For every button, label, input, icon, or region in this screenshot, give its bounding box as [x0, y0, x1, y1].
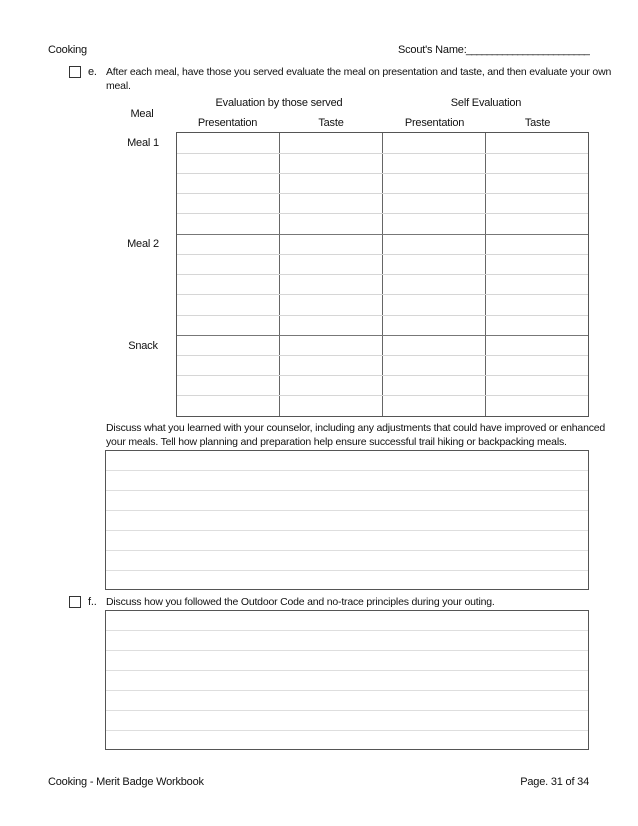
- page-number: Page. 31 of 34: [520, 776, 589, 788]
- footer-title: Cooking - Merit Badge Workbook: [48, 776, 204, 788]
- grid-rule: [177, 315, 588, 316]
- item-e-checkbox[interactable]: [69, 66, 81, 78]
- item-e-answer-box[interactable]: [105, 450, 589, 590]
- item-f-checkbox[interactable]: [69, 596, 81, 608]
- writing-line: [106, 530, 588, 531]
- writing-line: [106, 510, 588, 511]
- page-header-title: Cooking: [48, 44, 87, 56]
- item-f-text: Discuss how you followed the Outdoor Code and no-trace principles during your outing.: [106, 596, 495, 608]
- writing-line: [106, 690, 588, 691]
- grid-rule: [177, 294, 588, 295]
- writing-line: [106, 730, 588, 731]
- writing-line: [106, 470, 588, 471]
- self-evaluation-header: Self Evaluation: [450, 97, 522, 109]
- discuss-text-line2: your meals. Tell how planning and preparation help ensure successful trail hiking or backpacking meals.: [106, 436, 567, 448]
- grid-section-divider: [177, 234, 588, 235]
- grid-rule: [177, 355, 588, 356]
- writing-line: [106, 490, 588, 491]
- grid-rule: [177, 173, 588, 174]
- item-e-text-line2: meal.: [106, 80, 131, 92]
- scout-name-label: Scout's Name:: [398, 44, 467, 56]
- writing-line: [106, 570, 588, 571]
- row-label-meal-1: Meal 1: [127, 137, 159, 149]
- grid-rule: [177, 375, 588, 376]
- scout-name-field[interactable]: ________________________: [466, 44, 589, 56]
- row-label-meal-2: Meal 2: [127, 238, 159, 250]
- grid-rule: [177, 254, 588, 255]
- meal-column-header: Meal: [130, 108, 154, 120]
- grid-rule: [177, 213, 588, 214]
- taste-header-1: Taste: [318, 117, 344, 129]
- presentation-header-1: Presentation: [197, 117, 258, 129]
- presentation-header-2: Presentation: [404, 117, 465, 129]
- writing-line: [106, 650, 588, 651]
- discuss-text-line1: Discuss what you learned with your counselor, including any adjustments that could have improved or enhanced: [106, 422, 606, 434]
- grid-rule: [177, 193, 588, 194]
- row-label-snack: Snack: [128, 340, 158, 352]
- evaluation-by-served-header: Evaluation by those served: [215, 97, 343, 109]
- item-f-letter: f..: [88, 596, 97, 608]
- item-e-text-line1: After each meal, have those you served evaluate the meal on presentation and taste, and then evaluate your own: [106, 66, 612, 78]
- taste-header-2: Taste: [524, 117, 551, 129]
- item-e-letter: e.: [88, 66, 97, 78]
- writing-line: [106, 710, 588, 711]
- grid-rule: [177, 153, 588, 154]
- writing-line: [106, 630, 588, 631]
- grid-section-divider: [177, 335, 588, 336]
- writing-line: [106, 670, 588, 671]
- writing-line: [106, 550, 588, 551]
- grid-rule: [177, 395, 588, 396]
- grid-rule: [177, 274, 588, 275]
- evaluation-grid[interactable]: [176, 132, 589, 417]
- item-f-answer-box[interactable]: [105, 610, 589, 750]
